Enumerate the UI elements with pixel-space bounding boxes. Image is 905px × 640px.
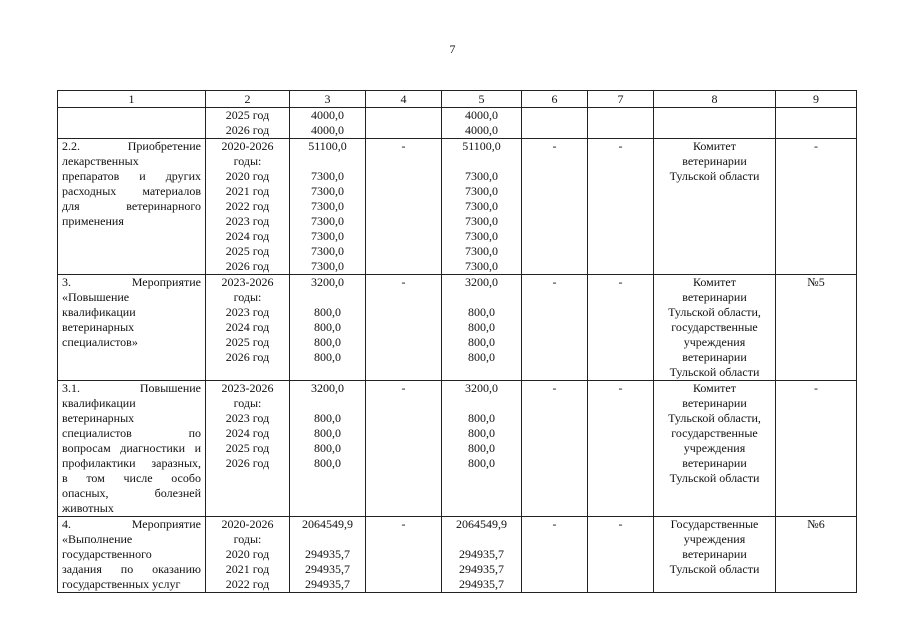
column-header-7: 7 — [588, 91, 654, 108]
cell-line: 51100,0 — [462, 139, 501, 153]
cell-col-8 — [654, 275, 776, 381]
cell-line: 7300,0 — [465, 229, 498, 243]
cell-col-2 — [206, 275, 290, 381]
cell-line — [446, 290, 517, 305]
cell-line: учреждения — [683, 335, 746, 349]
cell-line: 2025 год — [225, 441, 270, 455]
cell-line: 2022 год — [225, 199, 270, 213]
cell-col-3 — [290, 139, 366, 275]
cell-col-6 — [522, 381, 588, 517]
cell-col-7 — [588, 275, 654, 381]
column-header-2: 2 — [206, 91, 290, 108]
cell-line — [446, 396, 517, 411]
cell-line: государственных услуг — [62, 577, 181, 591]
cell-col-4 — [366, 139, 442, 275]
cell-line: учреждения — [683, 532, 746, 546]
cell-line: 2024 год — [225, 426, 270, 440]
cell-line: животных — [62, 501, 114, 515]
cell-col-9 — [776, 108, 857, 139]
cell-line: Тульской области — [669, 471, 760, 485]
cell-col-9 — [776, 139, 857, 275]
cell-line — [446, 154, 517, 169]
column-header-9: 9 — [776, 91, 857, 108]
cell-line: 7300,0 — [311, 229, 344, 243]
cell-col-1 — [58, 108, 206, 139]
cell-col-3 — [290, 381, 366, 517]
cell-line: препаратов и других — [62, 169, 201, 183]
cell-line: 800,0 — [468, 320, 495, 334]
cell-line — [294, 396, 361, 411]
cell-value: - — [618, 275, 623, 289]
cell-line: годы: — [233, 290, 262, 304]
cell-line: ветеринарии — [682, 456, 747, 470]
cell-value: - — [552, 139, 557, 153]
cell-line: ветеринарии — [682, 350, 747, 364]
cell-line: применения — [62, 214, 124, 228]
cell-line: 2.2. Приобретение — [62, 139, 201, 153]
cell-value: - — [618, 517, 623, 531]
cell-col-4 — [366, 517, 442, 593]
cell-line: Комитет — [692, 139, 736, 153]
cell-line: годы: — [233, 154, 262, 168]
cell-line: 800,0 — [468, 305, 495, 319]
cell-col-7 — [588, 139, 654, 275]
column-header-5: 5 — [442, 91, 522, 108]
table-row — [58, 517, 857, 593]
cell-col-3 — [290, 108, 366, 139]
cell-col-2 — [206, 517, 290, 593]
cell-value: - — [814, 139, 818, 153]
cell-line: 2024 год — [225, 320, 270, 334]
cell-line: 3200,0 — [311, 275, 344, 289]
cell-line: 7300,0 — [311, 184, 344, 198]
cell-line: 2026 год — [225, 259, 270, 273]
cell-line: опасных, болезней — [62, 486, 201, 500]
cell-line: 2026 год — [225, 350, 270, 364]
cell-line: 2064549,9 — [456, 517, 507, 531]
cell-line: 2064549,9 — [302, 517, 353, 531]
cell-line: годы: — [233, 396, 262, 410]
cell-line: 2021 год — [225, 184, 270, 198]
cell-line — [294, 154, 361, 169]
cell-line: 800,0 — [468, 350, 495, 364]
cell-line: 7300,0 — [465, 199, 498, 213]
cell-line: «Повышение — [62, 290, 130, 304]
cell-line: 2025 год — [225, 244, 270, 258]
column-header-1: 1 — [58, 91, 206, 108]
table-row — [58, 381, 857, 517]
cell-col-8 — [654, 517, 776, 593]
cell-line — [294, 290, 361, 305]
cell-col-5 — [442, 108, 522, 139]
cell-line: 294935,7 — [305, 562, 350, 576]
cell-line: Государственные — [670, 517, 759, 531]
cell-line: 4. Мероприятие — [62, 517, 201, 531]
cell-line: 2023 год — [225, 214, 270, 228]
cell-line: расходных материалов — [62, 184, 201, 198]
cell-col-6 — [522, 517, 588, 593]
cell-line: 800,0 — [468, 335, 495, 349]
cell-line: 3.1. Повышение — [62, 381, 201, 395]
cell-line: 7300,0 — [311, 244, 344, 258]
cell-value: - — [618, 381, 623, 395]
cell-line: ветеринарии — [682, 154, 747, 168]
cell-line: квалификации — [62, 305, 136, 319]
cell-line: 2020-2026 — [221, 139, 274, 153]
cell-line: учреждения — [683, 441, 746, 455]
cell-line: 800,0 — [314, 350, 341, 364]
cell-line: 7300,0 — [311, 214, 344, 228]
cell-line: 800,0 — [314, 335, 341, 349]
cell-line: 2025 год — [225, 108, 270, 122]
column-header-3: 3 — [290, 91, 366, 108]
cell-line: 2023-2026 — [221, 381, 274, 395]
cell-line: задания по оказанию — [62, 562, 201, 576]
cell-line: 800,0 — [314, 411, 341, 425]
cell-col-2 — [206, 108, 290, 139]
cell-value: - — [618, 139, 623, 153]
cell-line: 800,0 — [468, 426, 495, 440]
cell-line: специалистов» — [62, 335, 138, 349]
cell-value: - — [814, 381, 818, 395]
cell-line: 294935,7 — [459, 562, 504, 576]
cell-col-1 — [58, 139, 206, 275]
cell-line: Тульской области — [669, 365, 760, 379]
cell-value: - — [552, 275, 557, 289]
cell-line: государственные — [671, 426, 758, 440]
cell-line: годы: — [233, 532, 262, 546]
cell-line: 7300,0 — [465, 184, 498, 198]
cell-line: 2023 год — [225, 411, 270, 425]
cell-col-5 — [442, 275, 522, 381]
cell-line: 2020 год — [225, 169, 270, 183]
header-row — [58, 91, 857, 108]
cell-line: 2026 год — [225, 123, 270, 137]
cell-line: 7300,0 — [311, 199, 344, 213]
cell-line: 3. Мероприятие — [62, 275, 201, 289]
cell-line: Тульской области — [669, 169, 760, 183]
cell-col-1 — [58, 381, 206, 517]
cell-value: - — [552, 517, 557, 531]
cell-line: 2020 год — [225, 547, 270, 561]
cell-line: государственные — [671, 320, 758, 334]
cell-col-8 — [654, 381, 776, 517]
cell-line: 3200,0 — [465, 275, 498, 289]
cell-line: Тульской области, — [668, 305, 761, 319]
cell-line: 4000,0 — [465, 123, 498, 137]
cell-line: 3200,0 — [465, 381, 498, 395]
cell-line: государственного — [62, 547, 152, 561]
cell-line: 4000,0 — [311, 123, 344, 137]
cell-line: 7300,0 — [465, 169, 498, 183]
cell-line: ветеринарных — [62, 411, 135, 425]
cell-col-3 — [290, 275, 366, 381]
cell-line: 7300,0 — [465, 214, 498, 228]
cell-value: №6 — [807, 517, 825, 531]
cell-value: - — [401, 139, 406, 153]
cell-col-1 — [58, 275, 206, 381]
cell-col-7 — [588, 517, 654, 593]
cell-line: 294935,7 — [305, 547, 350, 561]
cell-col-6 — [522, 108, 588, 139]
cell-line: ветеринарии — [682, 547, 747, 561]
cell-line: Комитет — [692, 381, 736, 395]
cell-col-5 — [442, 381, 522, 517]
cell-line: «Выполнение — [62, 532, 133, 546]
cell-line: 2024 год — [225, 229, 270, 243]
cell-col-6 — [522, 139, 588, 275]
cell-line: 2021 год — [225, 562, 270, 576]
cell-line: 4000,0 — [465, 108, 498, 122]
cell-line: Тульской области — [669, 562, 760, 576]
cell-col-3 — [290, 517, 366, 593]
cell-value: №5 — [807, 275, 825, 289]
cell-value: - — [401, 517, 406, 531]
cell-line: 7300,0 — [465, 244, 498, 258]
cell-line: 294935,7 — [459, 577, 504, 591]
cell-line: 3200,0 — [311, 381, 344, 395]
cell-line: 2023 год — [225, 305, 270, 319]
cell-line: 800,0 — [468, 411, 495, 425]
cell-value: - — [401, 381, 406, 395]
cell-col-2 — [206, 139, 290, 275]
cell-line — [446, 532, 517, 547]
page-number: 7 — [449, 42, 456, 56]
cell-line: 800,0 — [314, 320, 341, 334]
cell-line: 2026 год — [225, 456, 270, 470]
cell-line: 7300,0 — [465, 259, 498, 273]
program-table — [57, 90, 857, 593]
cell-col-9 — [776, 275, 857, 381]
cell-line: 7300,0 — [311, 259, 344, 273]
cell-line: квалификации — [62, 396, 136, 410]
cell-line: Комитет — [692, 275, 736, 289]
cell-col-5 — [442, 517, 522, 593]
cell-line: 2025 год — [225, 335, 270, 349]
cell-col-4 — [366, 381, 442, 517]
cell-line: 2022 год — [225, 577, 270, 591]
cell-line: 51100,0 — [308, 139, 347, 153]
cell-col-8 — [654, 139, 776, 275]
cell-line: вопросам диагностики и — [62, 441, 201, 455]
cell-line: 800,0 — [314, 305, 341, 319]
cell-col-7 — [588, 108, 654, 139]
cell-line: в том числе особо — [62, 471, 201, 485]
cell-line: для ветеринарного — [62, 199, 201, 213]
cell-line: 800,0 — [468, 456, 495, 470]
cell-line: лекарственных — [62, 154, 139, 168]
cell-col-5 — [442, 139, 522, 275]
cell-line: 800,0 — [314, 456, 341, 470]
cell-line: ветеринарных — [62, 320, 135, 334]
cell-col-7 — [588, 381, 654, 517]
cell-line: профилактики заразных, — [62, 456, 201, 470]
cell-col-9 — [776, 517, 857, 593]
cell-line: 800,0 — [468, 441, 495, 455]
cell-line: 294935,7 — [305, 577, 350, 591]
cell-line: 2020-2026 — [221, 517, 274, 531]
cell-line — [294, 532, 361, 547]
cell-line: Тульской области, — [668, 411, 761, 425]
cell-line: 800,0 — [314, 441, 341, 455]
cell-col-9 — [776, 381, 857, 517]
cell-line: 294935,7 — [459, 547, 504, 561]
cell-line: ветеринарии — [682, 396, 747, 410]
cell-line: 2023-2026 — [221, 275, 274, 289]
cell-col-1 — [58, 517, 206, 593]
cell-col-2 — [206, 381, 290, 517]
column-header-8: 8 — [654, 91, 776, 108]
cell-line: специалистов по — [62, 426, 201, 440]
cell-value: - — [401, 275, 406, 289]
cell-line: 7300,0 — [311, 169, 344, 183]
column-header-4: 4 — [366, 91, 442, 108]
table-row — [58, 139, 857, 275]
cell-line: ветеринарии — [682, 290, 747, 304]
cell-col-4 — [366, 108, 442, 139]
cell-col-6 — [522, 275, 588, 381]
cell-col-4 — [366, 275, 442, 381]
cell-col-8 — [654, 108, 776, 139]
table-row — [58, 275, 857, 381]
cell-line: 4000,0 — [311, 108, 344, 122]
table-row — [58, 108, 857, 139]
cell-line: 800,0 — [314, 426, 341, 440]
column-header-6: 6 — [522, 91, 588, 108]
cell-value: - — [552, 381, 557, 395]
